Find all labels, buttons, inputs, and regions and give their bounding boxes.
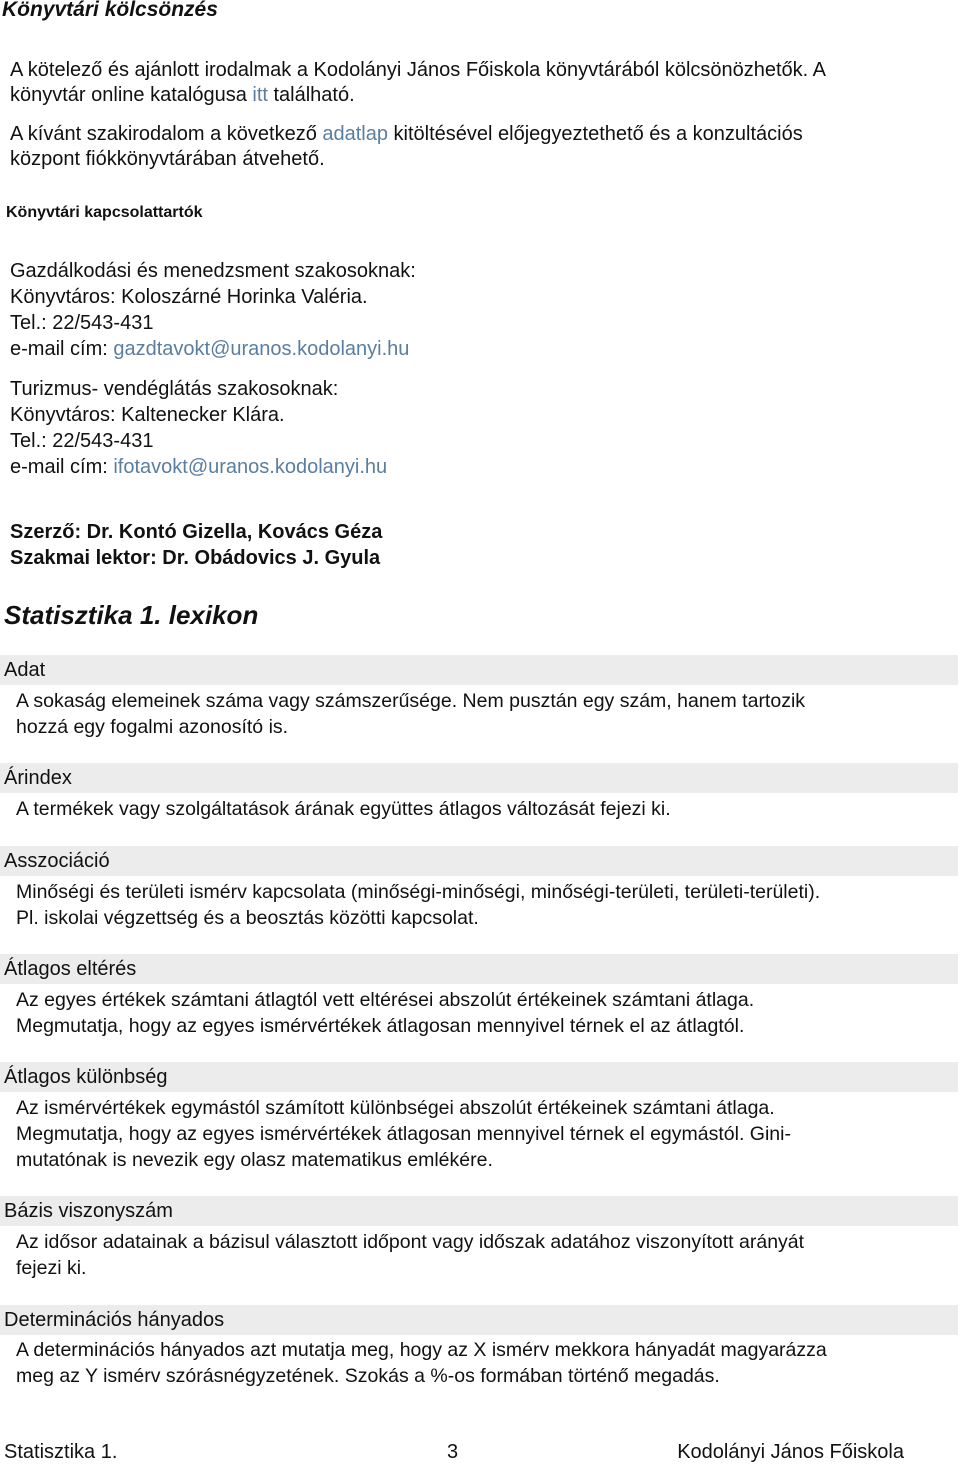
term-header-bar xyxy=(0,655,958,685)
term-definition-line: Pl. iskolai végzettség és a beosztás közötti kapcsolat. xyxy=(16,907,479,929)
term-definition-line: meg az Y ismérv szórásnégyzetének. Szokás a %-os formában történő megadás. xyxy=(16,1365,720,1387)
contact2-line1: Turizmus- vendéglátás szakosoknak: xyxy=(10,378,339,400)
paragraph-text: található. xyxy=(267,84,355,106)
footer-page-number: 3 xyxy=(447,1441,459,1463)
term-header-bar xyxy=(0,954,958,984)
contact2-email-row xyxy=(10,454,387,480)
contact2-line2: Könyvtáros: Kaltenecker Klára. xyxy=(10,404,285,426)
contact1-email-row xyxy=(10,336,409,362)
term-definition-line: fejezi ki. xyxy=(16,1257,87,1279)
library-paragraph-2-line-1 xyxy=(10,121,803,147)
library-paragraph-2-line-2: központ fiókkönyvtárában átvehető. xyxy=(10,148,325,170)
contacts-title: Könyvtári kapcsolattartók xyxy=(6,204,203,221)
contact2-tel: Tel.: 22/543-431 xyxy=(10,430,154,452)
term-header-bar xyxy=(0,763,958,793)
term-title: Átlagos eltérés xyxy=(4,958,137,980)
term-title: Átlagos különbség xyxy=(4,1066,168,1088)
reviewer-line: Szakmai lektor: Dr. Obádovics J. Gyula xyxy=(10,547,381,569)
term-title: Bázis viszonyszám xyxy=(4,1200,173,1222)
term-title: Árindex xyxy=(4,767,72,789)
term-definition-line: A sokaság elemeinek száma vagy számszerűsége. Nem pusztán egy szám, hanem tartozik xyxy=(16,690,806,712)
email-label: e-mail cím: xyxy=(10,338,114,360)
paragraph-text: kitöltésével előjegyeztethető és a konzultációs xyxy=(388,123,803,145)
catalog-link[interactable]: itt xyxy=(252,84,268,106)
term-title: Determinációs hányados xyxy=(4,1309,225,1331)
author-line: Szerző: Dr. Kontó Gizella, Kovács Géza xyxy=(10,521,383,543)
term-title: Asszociáció xyxy=(4,850,110,872)
term-definition-line: hozzá egy fogalmi azonosító is. xyxy=(16,716,289,738)
contact1-line2: Könyvtáros: Koloszárné Horinka Valéria. xyxy=(10,286,368,308)
term-definition-line: mutatónak is nevezik egy olasz matematikus emlékére. xyxy=(16,1149,493,1171)
term-definition-line: A determinációs hányados azt mutatja meg, hogy az X ismérv mekkora hányadát magyarázza xyxy=(16,1339,827,1361)
library-paragraph-1-line-1: A kötelező és ajánlott irodalmak a Kodolányi János Főiskola könyvtárából kölcsönözhetők. A xyxy=(10,59,827,81)
footer-right: Kodolányi János Főiskola xyxy=(677,1441,904,1463)
contact1-email-link[interactable]: gazdtavokt@uranos.kodolanyi.hu xyxy=(113,338,410,360)
term-definition-line: A termékek vagy szolgáltatások árának együttes átlagos változását fejezi ki. xyxy=(16,798,671,820)
library-paragraph-1-line-2 xyxy=(10,82,355,108)
form-link[interactable]: adatlap xyxy=(322,123,388,145)
term-title: Adat xyxy=(4,659,46,681)
term-definition-line: Megmutatja, hogy az egyes ismérvértékek átlagosan mennyivel térnek el egymástól. Gini- xyxy=(16,1123,791,1145)
paragraph-text: könyvtár online katalógusa xyxy=(10,84,253,106)
contact1-tel: Tel.: 22/543-431 xyxy=(10,312,154,334)
email-label: e-mail cím: xyxy=(10,456,114,478)
term-definition-line: Az ismérvértékek egymástól számított különbségei abszolút értékeinek számtani átlaga. xyxy=(16,1097,775,1119)
footer-left: Statisztika 1. xyxy=(4,1441,118,1463)
library-title: Könyvtári kölcsönzés xyxy=(2,0,218,21)
lexicon-title: Statisztika 1. lexikon xyxy=(4,600,259,630)
term-definition-line: Az egyes értékek számtani átlagtól vett eltérései abszolút értékeinek számtani átlaga. xyxy=(16,989,755,1011)
term-definition-line: Minőségi és területi ismérv kapcsolata (minőségi-minőségi, minőségi-területi, területi-területi). xyxy=(16,881,821,903)
term-definition-line: Megmutatja, hogy az egyes ismérvértékek átlagosan mennyivel térnek el az átlagtól. xyxy=(16,1015,745,1037)
paragraph-text: A kívánt szakirodalom a következő xyxy=(10,123,323,145)
contact2-email-link[interactable]: ifotavokt@uranos.kodolanyi.hu xyxy=(113,456,388,478)
term-header-bar xyxy=(0,846,958,876)
contact1-line1: Gazdálkodási és menedzsment szakosoknak: xyxy=(10,260,416,282)
term-definition-line: Az idősor adatainak a bázisul választott időpont vagy időszak adatához viszonyított arányát xyxy=(16,1231,805,1253)
